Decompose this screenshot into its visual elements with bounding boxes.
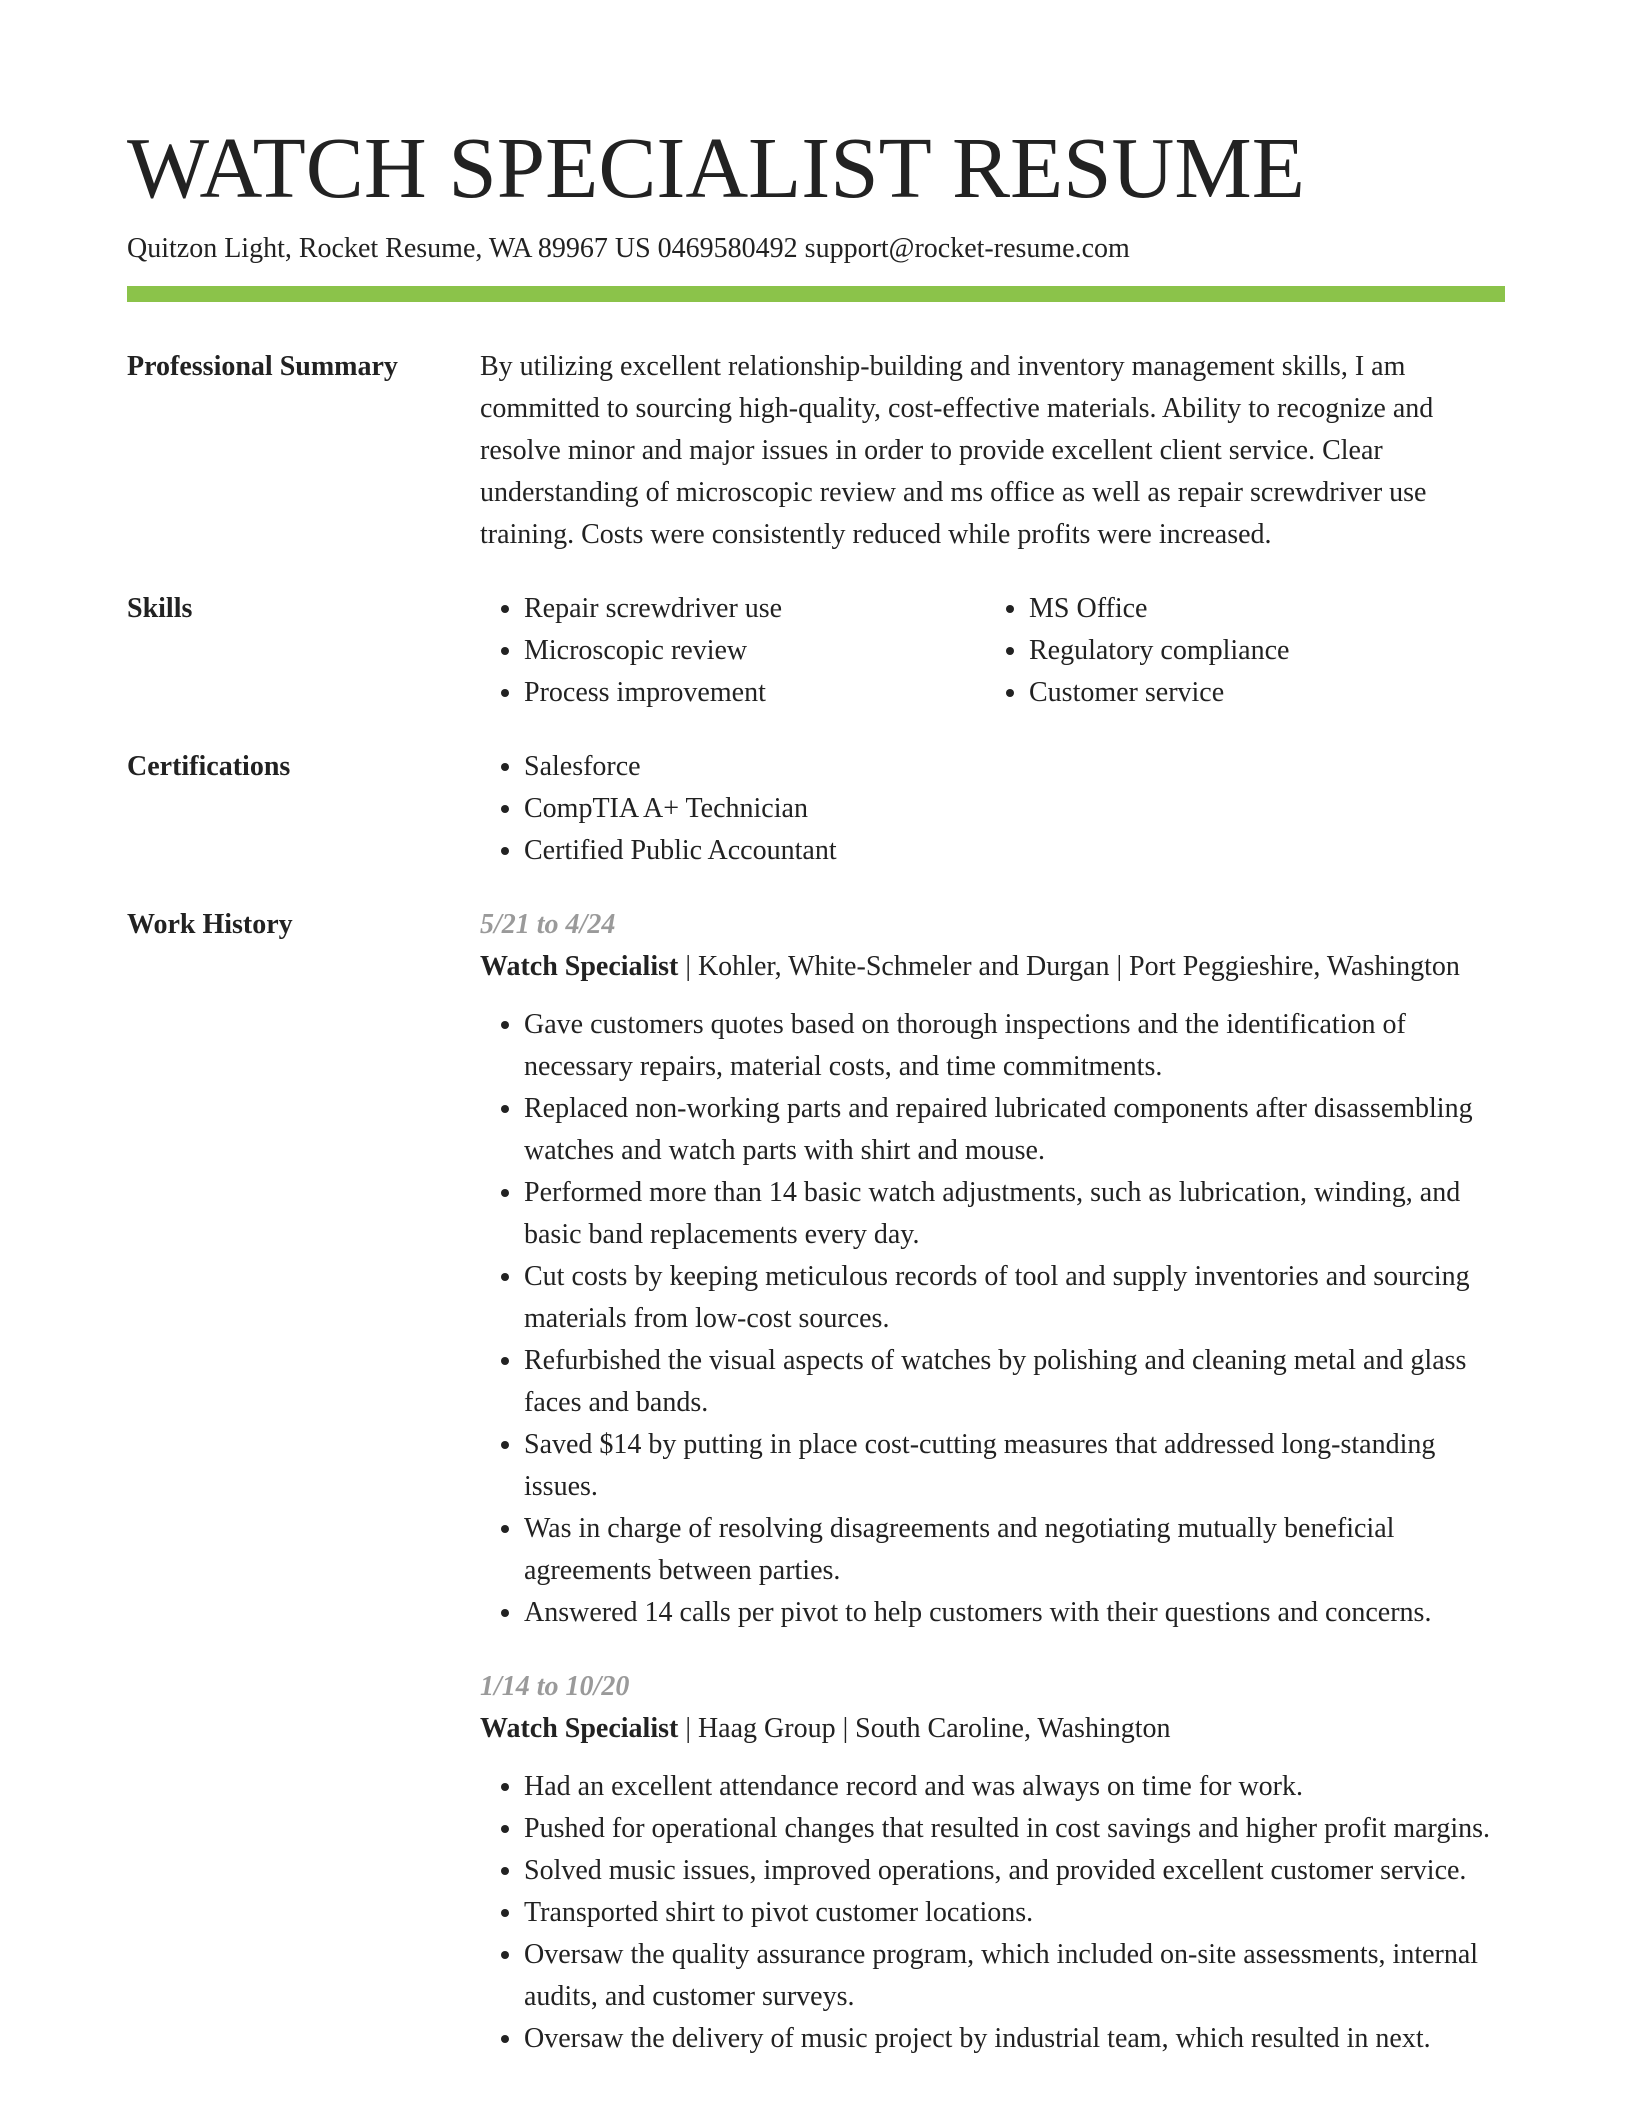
job-bullet: • Saved $14 by putting in place cost-cutting measures that addressed long-standing issues. [524,1424,1505,1508]
page-title: WATCH SPECIALIST RESUME [127,119,1305,216]
job-entry [480,904,1505,1634]
skill-item: • MS Office [1029,588,1490,630]
certifications-list [480,746,1505,872]
skill-item: • Customer service [1029,672,1490,714]
job-bullets [480,1766,1505,2060]
certifications-label: Certifications [127,751,291,782]
job-bullet: • Cut costs by keeping meticulous records of tool and supply inventories and sourcing materials from low-cost sources. [524,1256,1505,1340]
job-dates: 1/14 to 10/20 [480,1671,630,1702]
skills-list-right [985,588,1490,714]
job-details: | Kohler, White-Schmeler and Durgan | Port Peggieshire, Washington [678,951,1460,982]
job-entry [480,1666,1505,2060]
accent-divider [127,286,1505,302]
summary-label: Professional Summary [127,351,398,382]
certification-item: • CompTIA A+ Technician [524,788,1505,830]
job-bullet: • Gave customers quotes based on thorough inspections and the identification of necessary repairs, material costs, and time commitments. [524,1004,1505,1088]
job-bullet: • Oversaw the quality assurance program, which included on-site assessments, internal audits, and customer surveys. [524,1934,1505,2018]
job-bullet: • Pushed for operational changes that resulted in cost savings and higher profit margins. [524,1808,1505,1850]
skills-label: Skills [127,593,193,624]
job-bullet: • Refurbished the visual aspects of watches by polishing and cleaning metal and glass faces and bands. [524,1340,1505,1424]
job-bullet: • Replaced non-working parts and repaired lubricated components after disassembling watches and watch parts with shirt and mouse. [524,1088,1505,1172]
skill-item: • Process improvement [524,672,985,714]
job-header [480,1708,1505,1750]
skill-item: • Microscopic review [524,630,985,672]
job-bullet: • Transported shirt to pivot customer locations. [524,1892,1505,1934]
job-bullet: • Solved music issues, improved operations, and provided excellent customer service. [524,1850,1505,1892]
certification-item: • Certified Public Accountant [524,830,1505,872]
certification-item: • Salesforce [524,746,1505,788]
job-bullets [480,1004,1505,1634]
job-title: Watch Specialist [480,951,679,982]
skill-item: • Regulatory compliance [1029,630,1490,672]
job-header [480,946,1505,988]
job-title: Watch Specialist [480,1713,679,1744]
summary-text: By utilizing excellent relationship-building and inventory management skills, I am committed to sourcing high-quality, cost-effective materials. Ability to recognize and resolve minor and major issues in order to provide excellent client service. Clear understanding of microscopic review and ms office as well as repair screwdriver use training. Costs were consistently reduced while profits were increased. [480,351,1434,550]
job-bullet: • Performed more than 14 basic watch adjustments, such as lubrication, winding, and basic band replacements every day. [524,1172,1505,1256]
skill-item: • Repair screwdriver use [524,588,985,630]
skills-list-left [480,588,985,714]
job-bullet: • Was in charge of resolving disagreements and negotiating mutually beneficial agreements between parties. [524,1508,1505,1592]
job-bullet: • Had an excellent attendance record and was always on time for work. [524,1766,1505,1808]
contact-line: Quitzon Light, Rocket Resume, WA 89967 US 0469580492 support@rocket-resume.com [127,233,1130,264]
job-dates: 5/21 to 4/24 [480,909,616,940]
job-details: | Haag Group | South Caroline, Washington [678,1713,1171,1744]
work-history-label: Work History [127,909,293,940]
job-bullet: • Oversaw the delivery of music project by industrial team, which resulted in next. [524,2018,1505,2060]
job-bullet: • Answered 14 calls per pivot to help customers with their questions and concerns. [524,1592,1505,1634]
